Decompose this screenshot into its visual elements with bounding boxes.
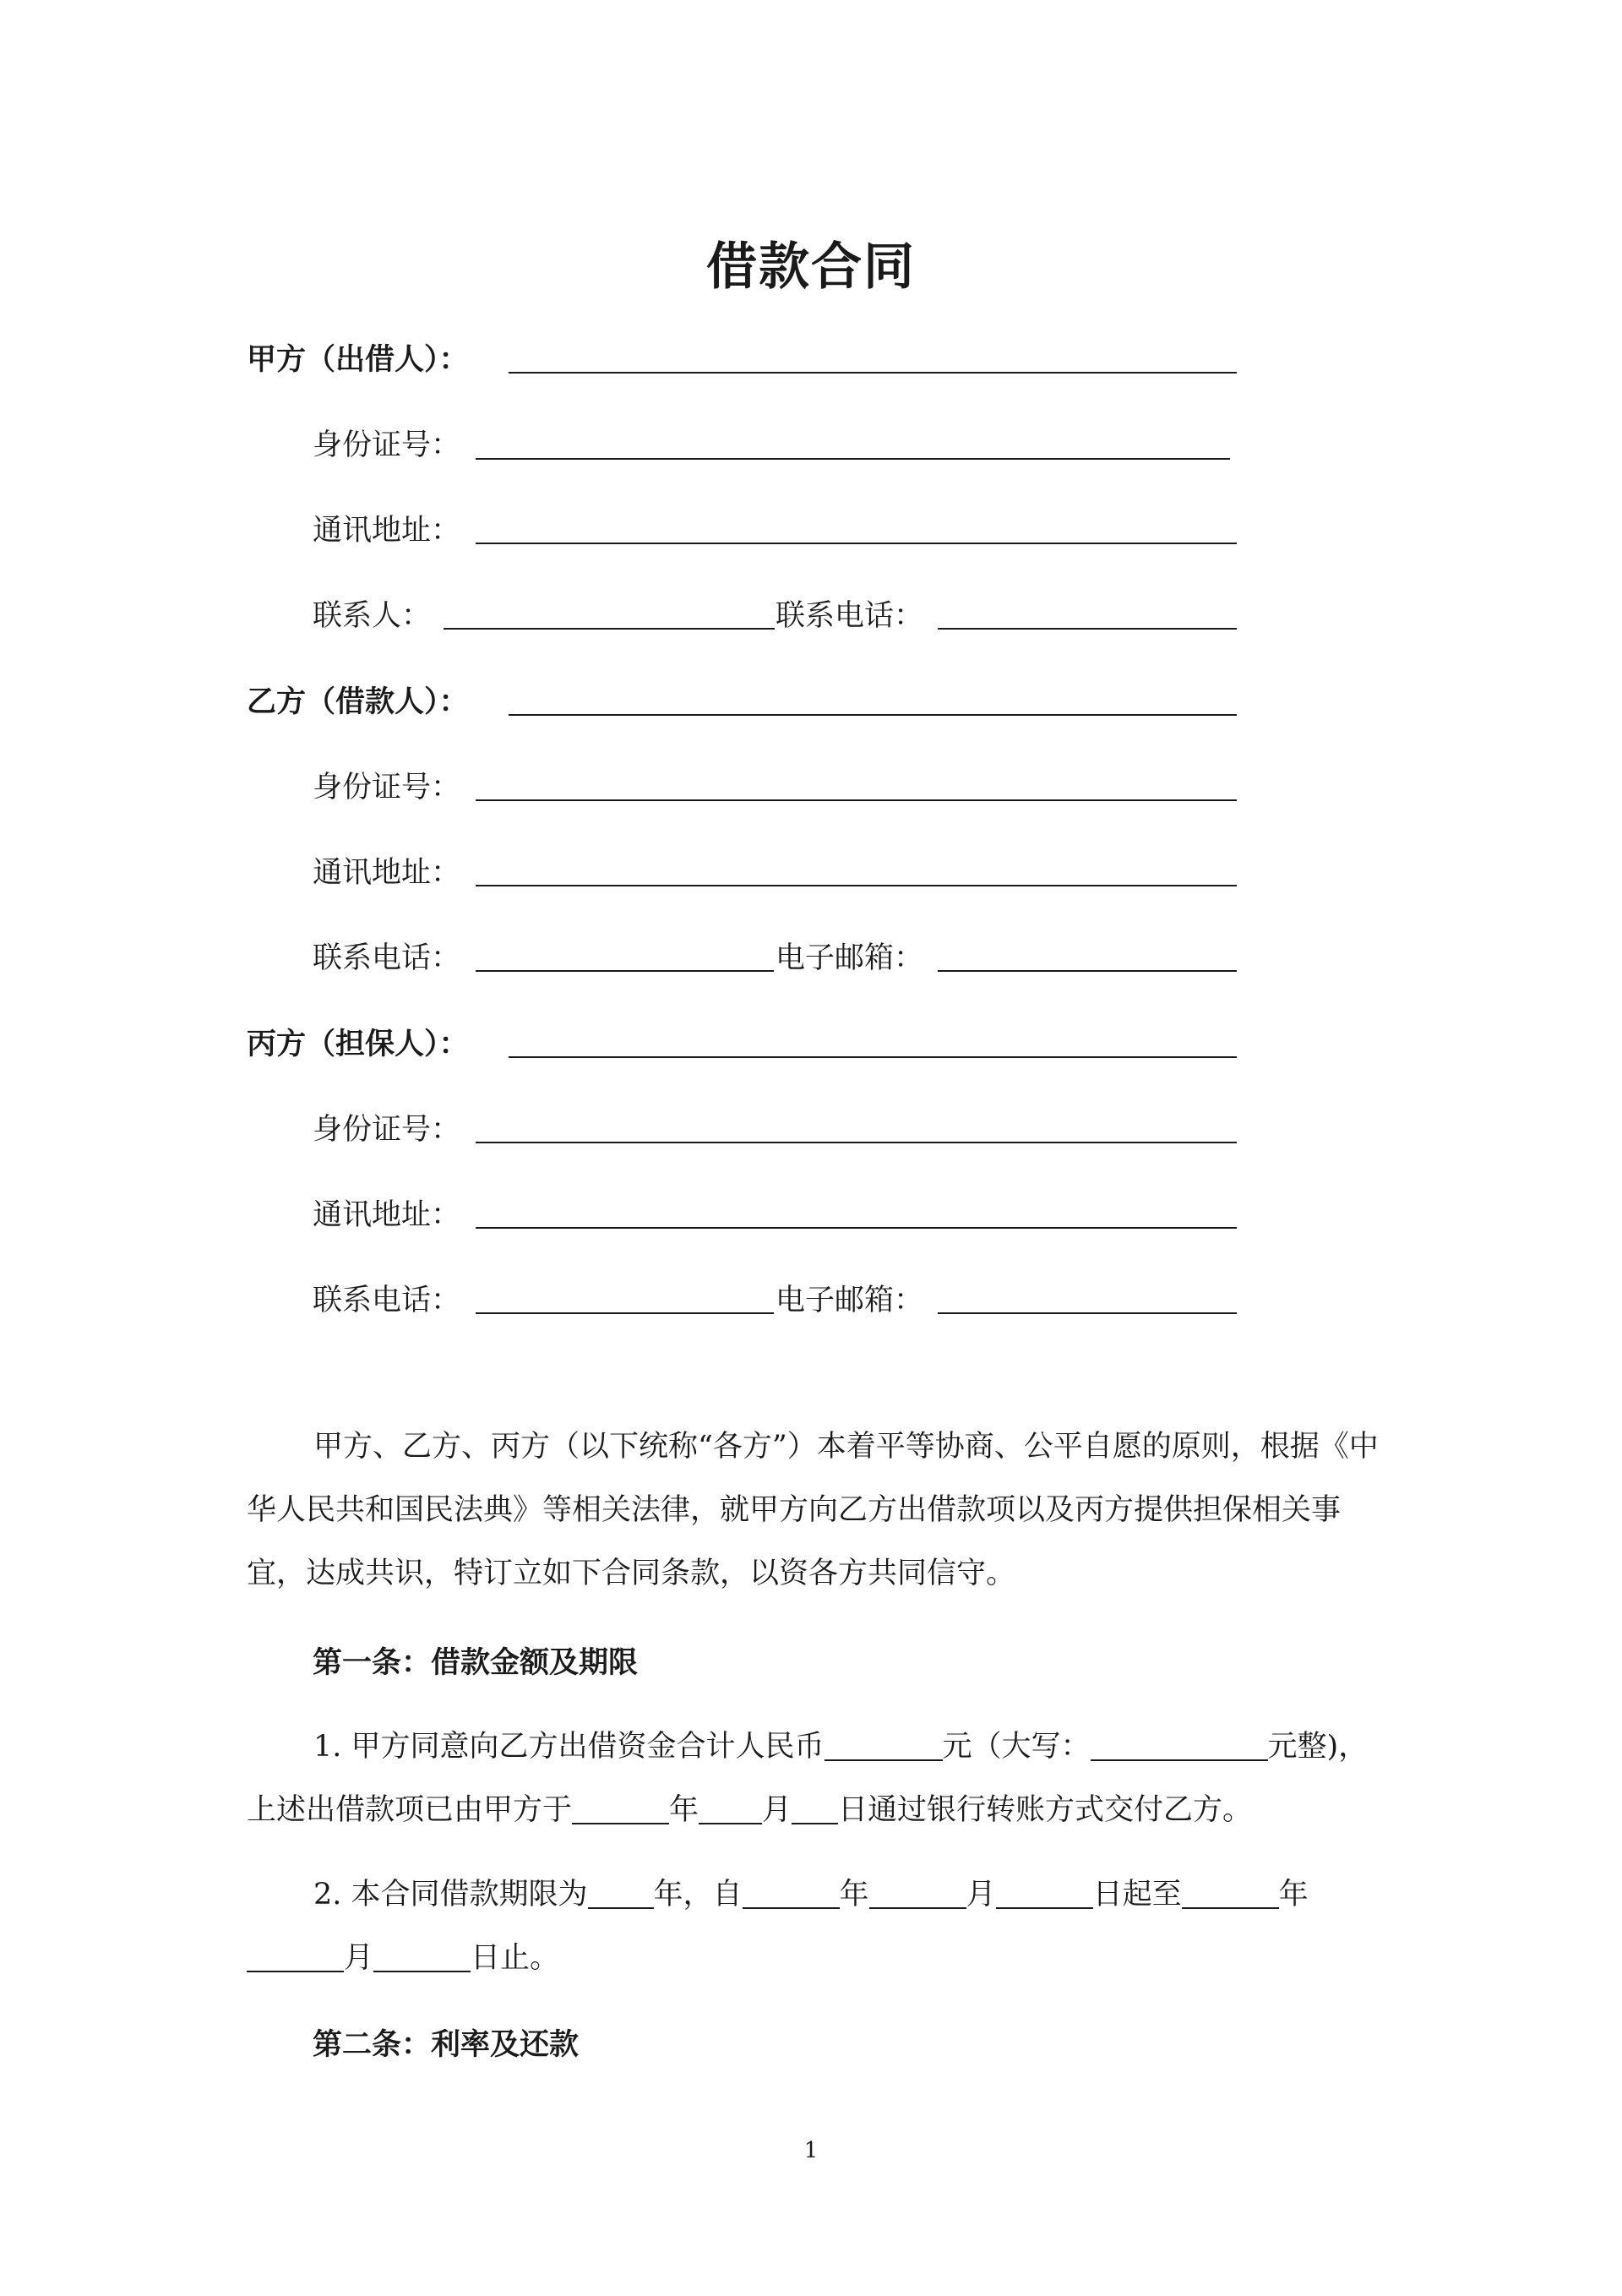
clause-2-text-end-year: 年: [1278, 1878, 1309, 1912]
party-c-id-blank: [476, 1142, 1237, 1143]
party-c-phone-label: 联系电话：: [313, 1284, 461, 1317]
party-a-phone-label: 联系电话：: [776, 599, 924, 633]
delivery-year-blank: [572, 1793, 669, 1824]
party-b-id-label: 身份证号：: [313, 771, 461, 804]
party-b-heading: 乙方（借款人）：: [247, 685, 469, 719]
party-b-id-blank: [476, 799, 1237, 801]
party-b-address-label: 通讯地址：: [313, 856, 461, 890]
clause-1-text-day: 日通过银行转账方式交付乙方。: [838, 1793, 1253, 1827]
party-a-contact-blank: [444, 628, 775, 630]
clause-2-text-start-year: 年: [839, 1878, 869, 1912]
party-a-contact-label: 联系人：: [313, 599, 432, 633]
delivery-day-blank: [792, 1793, 838, 1824]
clause-2-text-end-day: 日止。: [471, 1941, 560, 1975]
clause-1-text-uppercase: 元（大写：: [942, 1730, 1091, 1764]
party-b-phone-label: 联系电话：: [313, 941, 461, 975]
clause-2-text-until: 日起至: [1092, 1878, 1182, 1912]
party-c-address-blank: [476, 1227, 1237, 1229]
party-a-heading: 甲方（出借人）：: [247, 343, 469, 377]
clause-1-text-amount: 1. 甲方同意向乙方出借资金合计人民币: [313, 1730, 825, 1764]
party-a-address-label: 通讯地址：: [313, 514, 461, 548]
clause-2-text-start-month: 月: [966, 1878, 996, 1912]
party-b-email-blank: [938, 970, 1237, 972]
party-b-phone-blank: [476, 970, 774, 972]
clause-1-text-year: 年: [669, 1793, 699, 1827]
clause-1-text-month: 月: [762, 1793, 792, 1827]
party-a-phone-blank: [938, 628, 1237, 630]
party-c-id-label: 身份证号：: [313, 1113, 461, 1147]
clause-2-paragraph: [247, 1863, 1379, 1990]
party-a-name-blank: [509, 372, 1237, 374]
end-day-blank: [373, 1941, 471, 1972]
amount-blank: [825, 1730, 943, 1761]
party-a-address-blank: [476, 543, 1237, 544]
article-2-heading: 第二条：利率及还款: [313, 2028, 580, 2062]
party-c-email-blank: [938, 1312, 1237, 1314]
party-c-phone-blank: [476, 1312, 774, 1314]
party-c-address-label: 通讯地址：: [313, 1198, 461, 1232]
start-year-blank: [743, 1878, 840, 1909]
document-title: 借款合同: [706, 237, 916, 297]
preamble-paragraph: 甲方、乙方、丙方（以下统称“各方”）本着平等协商、公平自愿的原则，根据《中华人民共和国民法典》等相关法律，就甲方向乙方出借款项以及丙方提供担保相关事宜，达成共识，特订立如下合同条款，以资各方共同信守。: [247, 1430, 1379, 1590]
party-a-id-blank: [476, 458, 1230, 460]
party-b-email-label: 电子邮箱：: [776, 941, 924, 975]
party-c-email-label: 电子邮箱：: [776, 1284, 924, 1317]
clause-2-text-from: 年，自: [653, 1878, 743, 1912]
party-c-name-blank: [509, 1056, 1237, 1058]
clause-1-paragraph: [247, 1715, 1379, 1842]
party-b-address-blank: [476, 885, 1237, 886]
end-month-blank: [247, 1941, 344, 1972]
party-a-id-label: 身份证号：: [313, 428, 461, 462]
party-b-name-blank: [509, 714, 1237, 716]
end-year-blank: [1182, 1878, 1279, 1909]
page-number: 1: [803, 2138, 819, 2163]
term-years-blank: [588, 1878, 654, 1909]
clause-2-text-term: 2. 本合同借款期限为: [313, 1878, 588, 1912]
amount-uppercase-blank: [1091, 1730, 1268, 1761]
article-1-heading: 第一条：借款金额及期限: [313, 1646, 639, 1680]
party-c-heading: 丙方（担保人）：: [247, 1028, 469, 1061]
delivery-month-blank: [699, 1793, 762, 1824]
start-month-blank: [869, 1878, 966, 1909]
clause-2-text-end-month: 月: [344, 1941, 374, 1975]
clause-1-text-delivered: 元整)，上述出借款项已由甲方于: [247, 1730, 1369, 1827]
start-day-blank: [996, 1878, 1093, 1909]
